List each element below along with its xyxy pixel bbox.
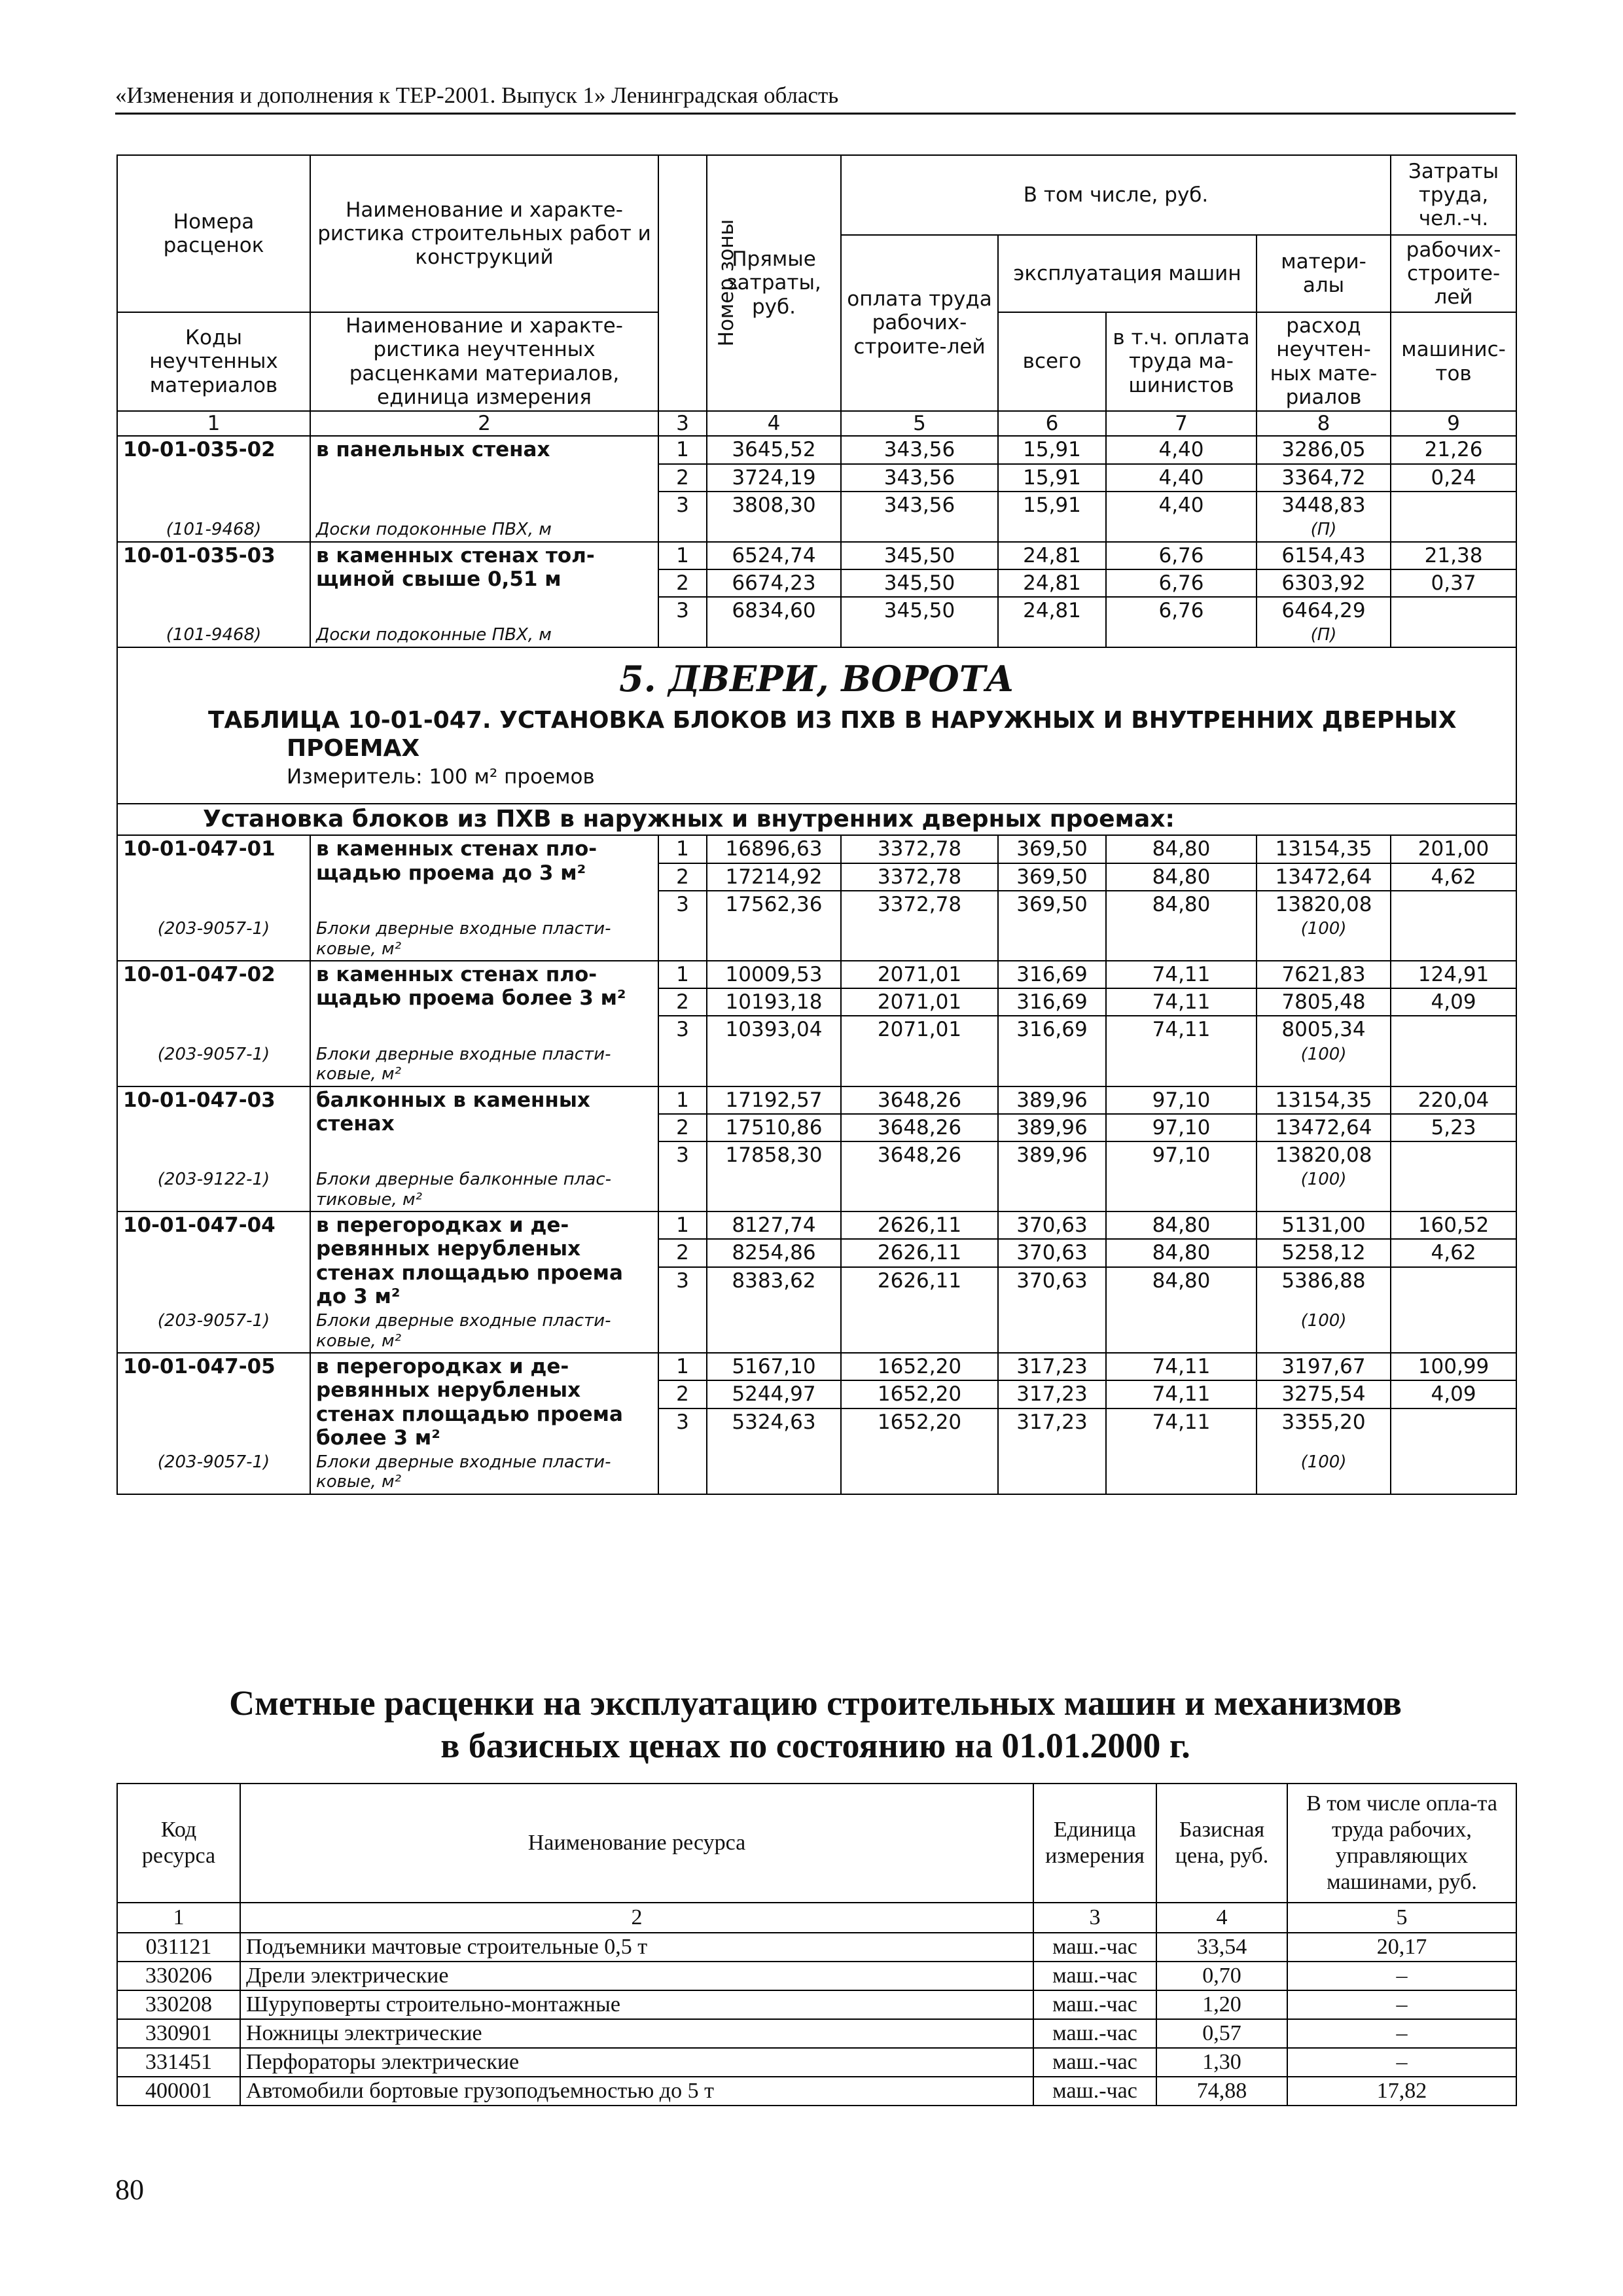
- col-labor-costs: Затраты труда, чел.-ч.: [1391, 155, 1516, 235]
- value-cell: 3645,52: [707, 436, 841, 463]
- value-cell: 124,91: [1391, 961, 1516, 988]
- col-unaccounted-name: Наименование и характе-ристика неучтенных расценками материалов, единица измерения: [310, 312, 658, 411]
- col-consumption: расход неучтен-ных мате-риалов: [1257, 312, 1391, 411]
- table-row: [117, 1933, 1516, 1962]
- material-name: Блоки дверные входные пласти-ковые, м²: [310, 1310, 658, 1353]
- zone-cell: 3: [658, 597, 707, 647]
- col-direct-costs: Прямые затраты, руб.: [707, 155, 841, 411]
- zone-cell: 1: [658, 1353, 707, 1380]
- value-cell: 6,76: [1106, 542, 1257, 569]
- unit: маш.-час: [1033, 1962, 1156, 1990]
- value-cell: 3648,26: [841, 1141, 998, 1211]
- value-cell: 4,40: [1106, 464, 1257, 492]
- table-row: [117, 1211, 1516, 1239]
- col-wages: оплата труда рабочих-строите-лей: [841, 235, 998, 411]
- value-cell: 3648,26: [841, 1086, 998, 1114]
- value-cell: 370,63: [998, 1267, 1106, 1353]
- zone-cell: 2: [658, 1239, 707, 1266]
- value-cell: 2071,01: [841, 988, 998, 1016]
- value-cell: 4,40: [1106, 492, 1257, 542]
- value-cell: 10393,04: [707, 1016, 841, 1086]
- value-cell: 343,56: [841, 464, 998, 492]
- value-cell: 201,00: [1391, 835, 1516, 863]
- wage-part: 20,17: [1287, 1933, 1516, 1962]
- base-price: 33,54: [1156, 1933, 1287, 1962]
- col-number: 4: [1156, 1903, 1287, 1933]
- base-price: 74,88: [1156, 2077, 1287, 2106]
- value-cell: [1391, 597, 1516, 647]
- value-cell: [1391, 891, 1516, 961]
- value-cell: 17858,30: [707, 1141, 841, 1211]
- machines-col-numbers: [117, 1903, 1516, 1933]
- value-cell: 4,62: [1391, 863, 1516, 891]
- unit: маш.-час: [1033, 2077, 1156, 2106]
- rates-table: [116, 154, 1517, 1495]
- col-number: 7: [1106, 411, 1257, 436]
- zone-cell: 2: [658, 1380, 707, 1408]
- machines-col-header: Базисная цена, руб.: [1156, 1784, 1287, 1903]
- value-cell: 5244,97: [707, 1380, 841, 1408]
- value-cell: 4,40: [1106, 436, 1257, 463]
- value-cell: 10009,53: [707, 961, 841, 988]
- col-workers: рабочих-строите-лей: [1391, 235, 1516, 312]
- wage-part: –: [1287, 1990, 1516, 2019]
- value-cell: 5324,63: [707, 1408, 841, 1494]
- wage-part: –: [1287, 1962, 1516, 1990]
- col-rate-numbers: Номера расценок: [117, 155, 310, 312]
- value-cell: 13154,35: [1257, 1086, 1391, 1114]
- material-qty: (100): [1257, 1310, 1391, 1353]
- col-number: 4: [707, 411, 841, 436]
- value-cell: 6674,23: [707, 569, 841, 597]
- value-cell: 24,81: [998, 542, 1106, 569]
- base-price: 1,30: [1156, 2048, 1287, 2077]
- value-cell: 2626,11: [841, 1211, 998, 1239]
- value-cell: 343,56: [841, 436, 998, 463]
- value-cell: 7805,48: [1257, 988, 1391, 1016]
- value-cell: 2626,11: [841, 1267, 998, 1353]
- machines-title-line-1: Сметные расценки на эксплуатацию строительных машин и механизмов: [229, 1683, 1402, 1723]
- zone-cell: 1: [658, 542, 707, 569]
- value-cell: 5,23: [1391, 1114, 1516, 1141]
- value-cell: 3648,26: [841, 1114, 998, 1141]
- value-cell: 74,11: [1106, 1353, 1257, 1380]
- value-cell: 17510,86: [707, 1114, 841, 1141]
- value-cell: 4,09: [1391, 988, 1516, 1016]
- table-row: [117, 1962, 1516, 1990]
- value-cell: 316,69: [998, 961, 1106, 988]
- zone-cell: 1: [658, 1211, 707, 1239]
- value-cell: 6154,43: [1257, 542, 1391, 569]
- value-cell: 3197,67: [1257, 1353, 1391, 1380]
- value-cell: 16896,63: [707, 835, 841, 863]
- page-number: 80: [115, 2174, 144, 2206]
- value-cell: 84,80: [1106, 863, 1257, 891]
- rate-code: 10-01-047-04: [117, 1211, 310, 1310]
- base-price: 0,70: [1156, 1962, 1287, 1990]
- value-cell: 74,11: [1106, 961, 1257, 988]
- col-number: 2: [310, 411, 658, 436]
- value-cell: 97,10: [1106, 1086, 1257, 1114]
- value-cell: 84,80: [1106, 1211, 1257, 1239]
- value-cell: 84,80: [1106, 1239, 1257, 1266]
- machines-col-header: Наименование ресурса: [240, 1784, 1033, 1903]
- material-code: (101-9468): [117, 624, 310, 647]
- value-cell: 17562,36: [707, 891, 841, 961]
- value-cell: 0,37: [1391, 569, 1516, 597]
- value-cell: 15,91: [998, 464, 1106, 492]
- value-cell: 13154,35: [1257, 835, 1391, 863]
- value-cell: 6,76: [1106, 569, 1257, 597]
- value-cell: 3372,78: [841, 863, 998, 891]
- zone-cell: 2: [658, 863, 707, 891]
- section-block: [117, 647, 1516, 804]
- value-cell: 15,91: [998, 436, 1106, 463]
- value-cell: [1391, 1408, 1516, 1494]
- value-cell: 3448,83: [1257, 492, 1391, 518]
- value-cell: 369,50: [998, 863, 1106, 891]
- rate-name: в каменных стенах пло-щадью проема до 3 м²: [310, 835, 658, 918]
- value-cell: 13820,08: [1257, 891, 1391, 918]
- zone-cell: 2: [658, 569, 707, 597]
- value-cell: 3275,54: [1257, 1380, 1391, 1408]
- col-operators: машинис-тов: [1391, 312, 1516, 411]
- material-code: (203-9057-1): [117, 1310, 310, 1353]
- table-row: [117, 1353, 1516, 1380]
- machines-col-header: Единица измерения: [1033, 1784, 1156, 1903]
- value-cell: 4,09: [1391, 1380, 1516, 1408]
- subheading: Установка блоков из ПХВ в наружных и внутренних дверных проемах:: [117, 804, 1516, 835]
- table-row: [117, 2048, 1516, 2077]
- rate-name: в каменных стенах пло-щадью проема более 3 м²: [310, 961, 658, 1043]
- zone-cell: 3: [658, 1016, 707, 1086]
- col-number: 5: [841, 411, 998, 436]
- value-cell: 0,24: [1391, 464, 1516, 492]
- resource-name: Дрели электрические: [240, 1962, 1033, 1990]
- resource-code: 031121: [117, 1933, 240, 1962]
- zone-cell: 2: [658, 988, 707, 1016]
- machines-col-header: Код ресурса: [117, 1784, 240, 1903]
- value-cell: 8383,62: [707, 1267, 841, 1353]
- zone-cell: 2: [658, 1114, 707, 1141]
- table-title-cont: ПРОЕМАХ: [287, 734, 420, 762]
- value-cell: 74,11: [1106, 1016, 1257, 1086]
- rate-code: 10-01-047-03: [117, 1086, 310, 1169]
- rate-name: в каменных стенах тол-щиной свыше 0,51 м: [310, 542, 658, 624]
- material-qty: (П): [1257, 624, 1391, 647]
- value-cell: 343,56: [841, 492, 998, 542]
- value-cell: 345,50: [841, 569, 998, 597]
- value-cell: 3808,30: [707, 492, 841, 542]
- value-cell: 84,80: [1106, 835, 1257, 863]
- value-cell: 7621,83: [1257, 961, 1391, 988]
- value-cell: 4,62: [1391, 1239, 1516, 1266]
- base-price: 0,57: [1156, 2019, 1287, 2048]
- material-code: (101-9468): [117, 518, 310, 541]
- value-cell: [1391, 1141, 1516, 1211]
- value-cell: 84,80: [1106, 1267, 1257, 1353]
- resource-code: 331451: [117, 2048, 240, 2077]
- value-cell: [1391, 1016, 1516, 1086]
- value-cell: 220,04: [1391, 1086, 1516, 1114]
- table-row: [117, 2019, 1516, 2048]
- value-cell: 370,63: [998, 1211, 1106, 1239]
- resource-code: 330901: [117, 2019, 240, 2048]
- resource-name: Шуруповерты строительно-монтажные: [240, 1990, 1033, 2019]
- rate-code: 10-01-047-02: [117, 961, 310, 1043]
- value-cell: 2626,11: [841, 1239, 998, 1266]
- material-name: Блоки дверные входные пласти-ковые, м²: [310, 1043, 658, 1086]
- col-zone: Номер зоны: [658, 155, 707, 411]
- value-cell: 5258,12: [1257, 1239, 1391, 1266]
- rate-code: 10-01-047-01: [117, 835, 310, 918]
- col-number: 2: [240, 1903, 1033, 1933]
- material-qty: (100): [1257, 1043, 1391, 1086]
- table-row: [117, 542, 1516, 569]
- value-cell: 6834,60: [707, 597, 841, 647]
- value-cell: 316,69: [998, 988, 1106, 1016]
- value-cell: 1652,20: [841, 1408, 998, 1494]
- material-qty: (100): [1257, 1168, 1391, 1211]
- unit: маш.-час: [1033, 2019, 1156, 2048]
- material-name: Доски подоконные ПВХ, м: [310, 518, 658, 541]
- value-cell: 8127,74: [707, 1211, 841, 1239]
- value-cell: 345,50: [841, 597, 998, 647]
- value-cell: 24,81: [998, 597, 1106, 647]
- value-cell: 317,23: [998, 1353, 1106, 1380]
- unit: маш.-час: [1033, 2048, 1156, 2077]
- rate-name: в перегородках и де-ревянных нерубленых стенах площадью проема до 3 м²: [310, 1211, 658, 1310]
- table-title: ТАБЛИЦА 10-01-047. УСТАНОВКА БЛОКОВ ИЗ ПХВ В НАРУЖНЫХ И ВНУТРЕННИХ ДВЕРНЫХ: [208, 706, 1457, 734]
- resource-code: 330208: [117, 1990, 240, 2019]
- value-cell: 1652,20: [841, 1353, 998, 1380]
- rate-name: в панельных стенах: [310, 436, 658, 518]
- value-cell: 389,96: [998, 1114, 1106, 1141]
- value-cell: 3372,78: [841, 835, 998, 863]
- unit: маш.-час: [1033, 1990, 1156, 2019]
- value-cell: 97,10: [1106, 1114, 1257, 1141]
- zone-cell: 3: [658, 1267, 707, 1353]
- table-row: [117, 835, 1516, 863]
- material-qty: (100): [1257, 1451, 1391, 1494]
- value-cell: 97,10: [1106, 1141, 1257, 1211]
- table-row: [117, 1086, 1516, 1114]
- rate-name: в перегородках и де-ревянных нерубленых стенах площадью проема более 3 м²: [310, 1353, 658, 1451]
- table-row: [117, 961, 1516, 988]
- value-cell: 8254,86: [707, 1239, 841, 1266]
- material-name: Блоки дверные входные пласти-ковые, м²: [310, 1451, 658, 1494]
- value-cell: 6303,92: [1257, 569, 1391, 597]
- zone-cell: 1: [658, 835, 707, 863]
- material-name: Блоки дверные балконные плас-тиковые, м²: [310, 1168, 658, 1211]
- col-materials: матери-алы: [1257, 235, 1391, 312]
- value-cell: 21,38: [1391, 542, 1516, 569]
- value-cell: 1652,20: [841, 1380, 998, 1408]
- value-cell: 370,63: [998, 1239, 1106, 1266]
- value-cell: 13472,64: [1257, 1114, 1391, 1141]
- value-cell: 24,81: [998, 569, 1106, 597]
- col-number: 6: [998, 411, 1106, 436]
- material-code: (203-9057-1): [117, 918, 310, 961]
- value-cell: 74,11: [1106, 1380, 1257, 1408]
- machines-title-line-2: в базисных ценах по состоянию на 01.01.2000 г.: [440, 1725, 1190, 1765]
- col-number: 3: [658, 411, 707, 436]
- machines-col-header: В том числе опла-та труда рабочих, управляющих машинами, руб.: [1287, 1784, 1516, 1903]
- material-name: Доски подоконные ПВХ, м: [310, 624, 658, 647]
- value-cell: 2071,01: [841, 1016, 998, 1086]
- resource-name: Перфораторы электрические: [240, 2048, 1033, 2077]
- resource-name: Автомобили бортовые грузоподъемностью до 5 т: [240, 2077, 1033, 2106]
- wage-part: –: [1287, 2019, 1516, 2048]
- col-number: 8: [1257, 411, 1391, 436]
- value-cell: 369,50: [998, 891, 1106, 961]
- wage-part: –: [1287, 2048, 1516, 2077]
- value-cell: 10193,18: [707, 988, 841, 1016]
- value-cell: 3355,20: [1257, 1408, 1391, 1452]
- value-cell: 84,80: [1106, 891, 1257, 961]
- rate-code: 10-01-035-02: [117, 436, 310, 518]
- resource-name: Ножницы электрические: [240, 2019, 1033, 2048]
- value-cell: 3724,19: [707, 464, 841, 492]
- table-row: [117, 2077, 1516, 2106]
- unit: маш.-час: [1033, 1933, 1156, 1962]
- col-number: 3: [1033, 1903, 1156, 1933]
- zone-cell: 3: [658, 891, 707, 961]
- rate-name: балконных в каменных стенах: [310, 1086, 658, 1169]
- value-cell: 100,99: [1391, 1353, 1516, 1380]
- material-name: Блоки дверные входные пласти-ковые, м²: [310, 918, 658, 961]
- wage-part: 17,82: [1287, 2077, 1516, 2106]
- value-cell: 5131,00: [1257, 1211, 1391, 1239]
- col-total: всего: [998, 312, 1106, 411]
- value-cell: 5167,10: [707, 1353, 841, 1380]
- zone-cell: 1: [658, 1086, 707, 1114]
- value-cell: 6464,29: [1257, 597, 1391, 624]
- value-cell: 17192,57: [707, 1086, 841, 1114]
- value-cell: 3286,05: [1257, 436, 1391, 463]
- value-cell: 369,50: [998, 835, 1106, 863]
- value-cell: 13472,64: [1257, 863, 1391, 891]
- value-cell: 6,76: [1106, 597, 1257, 647]
- machines-header-row: [117, 1784, 1516, 1903]
- material-qty: (100): [1257, 918, 1391, 961]
- col-machines: эксплуатация машин: [998, 235, 1257, 312]
- col-number: 9: [1391, 411, 1516, 436]
- resource-code: 330206: [117, 1962, 240, 1990]
- value-cell: 3372,78: [841, 891, 998, 961]
- material-code: (203-9122-1): [117, 1168, 310, 1211]
- machines-title: [115, 1682, 1516, 1767]
- value-cell: 8005,34: [1257, 1016, 1391, 1043]
- material-qty: (П): [1257, 518, 1391, 541]
- col-number: 5: [1287, 1903, 1516, 1933]
- value-cell: 13820,08: [1257, 1141, 1391, 1168]
- measure-unit: Измеритель: 100 м² проемов: [287, 764, 595, 789]
- table-row: [117, 1990, 1516, 2019]
- base-price: 1,20: [1156, 1990, 1287, 2019]
- value-cell: [1391, 492, 1516, 542]
- rate-code: 10-01-035-03: [117, 542, 310, 624]
- zone-cell: 3: [658, 1141, 707, 1211]
- col-number: 1: [117, 1903, 240, 1933]
- material-code: (203-9057-1): [117, 1043, 310, 1086]
- col-work-name: Наименование и характе-ристика строительных работ и конструкций: [310, 155, 658, 312]
- col-incl-wages: в т.ч. оплата труда ма-шинистов: [1106, 312, 1257, 411]
- col-codes: Коды неучтенных материалов: [117, 312, 310, 411]
- value-cell: 5386,88: [1257, 1267, 1391, 1310]
- value-cell: 160,52: [1391, 1211, 1516, 1239]
- resource-name: Подъемники мачтовые строительные 0,5 т: [240, 1933, 1033, 1962]
- rate-code: 10-01-047-05: [117, 1353, 310, 1451]
- table-row: [117, 436, 1516, 463]
- zone-cell: 1: [658, 961, 707, 988]
- running-header: «Изменения и дополнения к ТЕР-2001. Выпуск 1» Ленинградская область: [115, 82, 1516, 115]
- zone-cell: 1: [658, 436, 707, 463]
- col-including: В том числе, руб.: [841, 155, 1391, 235]
- value-cell: 389,96: [998, 1086, 1106, 1114]
- value-cell: 389,96: [998, 1141, 1106, 1211]
- value-cell: [1391, 1267, 1516, 1353]
- value-cell: 317,23: [998, 1380, 1106, 1408]
- value-cell: 6524,74: [707, 542, 841, 569]
- material-code: (203-9057-1): [117, 1451, 310, 1494]
- zone-cell: 2: [658, 464, 707, 492]
- value-cell: 316,69: [998, 1016, 1106, 1086]
- value-cell: 74,11: [1106, 1408, 1257, 1494]
- value-cell: 21,26: [1391, 436, 1516, 463]
- value-cell: 17214,92: [707, 863, 841, 891]
- section-title: 5. ДВЕРИ, ВОРОТА: [619, 657, 1014, 700]
- value-cell: 317,23: [998, 1408, 1106, 1494]
- zone-cell: 3: [658, 492, 707, 542]
- resource-code: 400001: [117, 2077, 240, 2106]
- value-cell: 345,50: [841, 542, 998, 569]
- value-cell: 2071,01: [841, 961, 998, 988]
- col-number: 1: [117, 411, 310, 436]
- machines-table: [116, 1783, 1517, 2106]
- value-cell: 3364,72: [1257, 464, 1391, 492]
- zone-cell: 3: [658, 1408, 707, 1494]
- value-cell: 15,91: [998, 492, 1106, 542]
- value-cell: 74,11: [1106, 988, 1257, 1016]
